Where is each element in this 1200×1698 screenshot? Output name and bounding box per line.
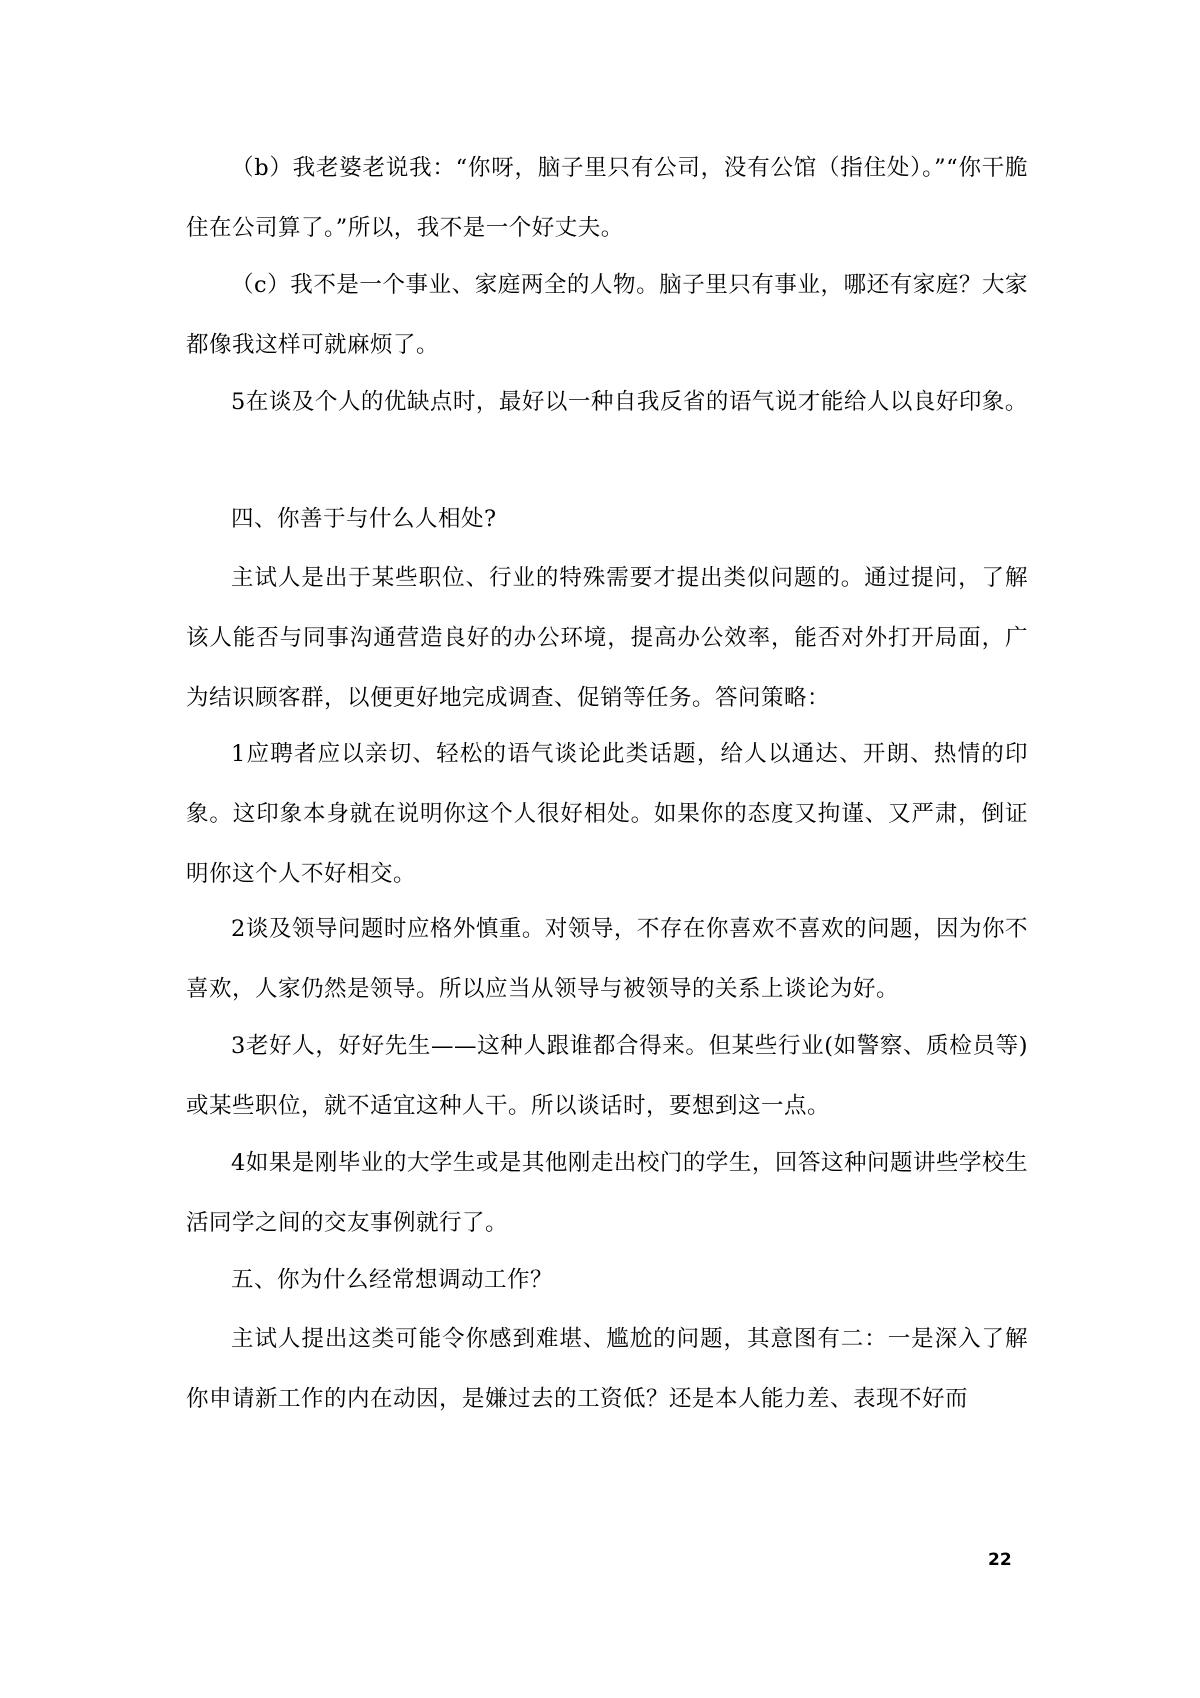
paragraph-b-example: （b）我老婆老说我：“你呀，脑子里只有公司，没有公馆（指住处）。”“你干脆住在公司算了。”所以，我不是一个好丈夫。 [186,155,1028,241]
paragraph-intro-4: 主试人是出于某些职位、行业的特殊需要才提出类似问题的。通过提问，了解该人能否与同事沟通营造良好的办公环境，提高办公效率，能否对外打开局面，广为结识顾客群，以便更好地完成调查、促销等任务。答问策略： [186,565,1028,711]
paragraph-strategy-4: 4如果是刚毕业的大学生或是其他刚走出校门的学生，回答这种问题讲些学校生活同学之间的交友事例就行了。 [186,1150,1028,1236]
section-heading-4: 四、你善于与什么人相处? [231,506,497,532]
paragraph-strategy-3: 3老好人，好好先生——这种人跟谁都合得来。但某些行业(如警察、质检员等)或某些职位，就不适宜这种人干。所以谈话时，要想到这一点。 [186,1033,1028,1119]
paragraph-strategy-1: 1应聘者应以亲切、轻松的语气谈论此类话题，给人以通达、开朗、热情的印象。这印象本身就在说明你这个人很好相处。如果你的态度又拘谨、又严肃，倒证明你这个人不好相交。 [186,741,1028,887]
paragraph-strategy-2: 2谈及领导问题时应格外慎重。对领导，不存在你喜欢不喜欢的问题，因为你不喜欢，人家仍然是领导。所以应当从领导与被领导的关系上谈论为好。 [186,916,1028,1002]
page-number: 22 [988,1550,1012,1570]
paragraph-point-5: 5在谈及个人的优缺点时，最好以一种自我反省的语气说才能给人以良好印象。 [231,389,1028,415]
paragraph-intro-5: 主试人提出这类可能令你感到难堪、尴尬的问题，其意图有二：一是深入了解你申请新工作的内在动因，是嫌过去的工资低？还是本人能力差、表现不好而 [186,1326,1028,1412]
paragraph-c-example: （c）我不是一个事业、家庭两全的人物。脑子里只有事业，哪还有家庭？大家都像我这样可就麻烦了。 [186,272,1028,358]
section-heading-5: 五、你为什么经常想调动工作？ [231,1267,554,1293]
